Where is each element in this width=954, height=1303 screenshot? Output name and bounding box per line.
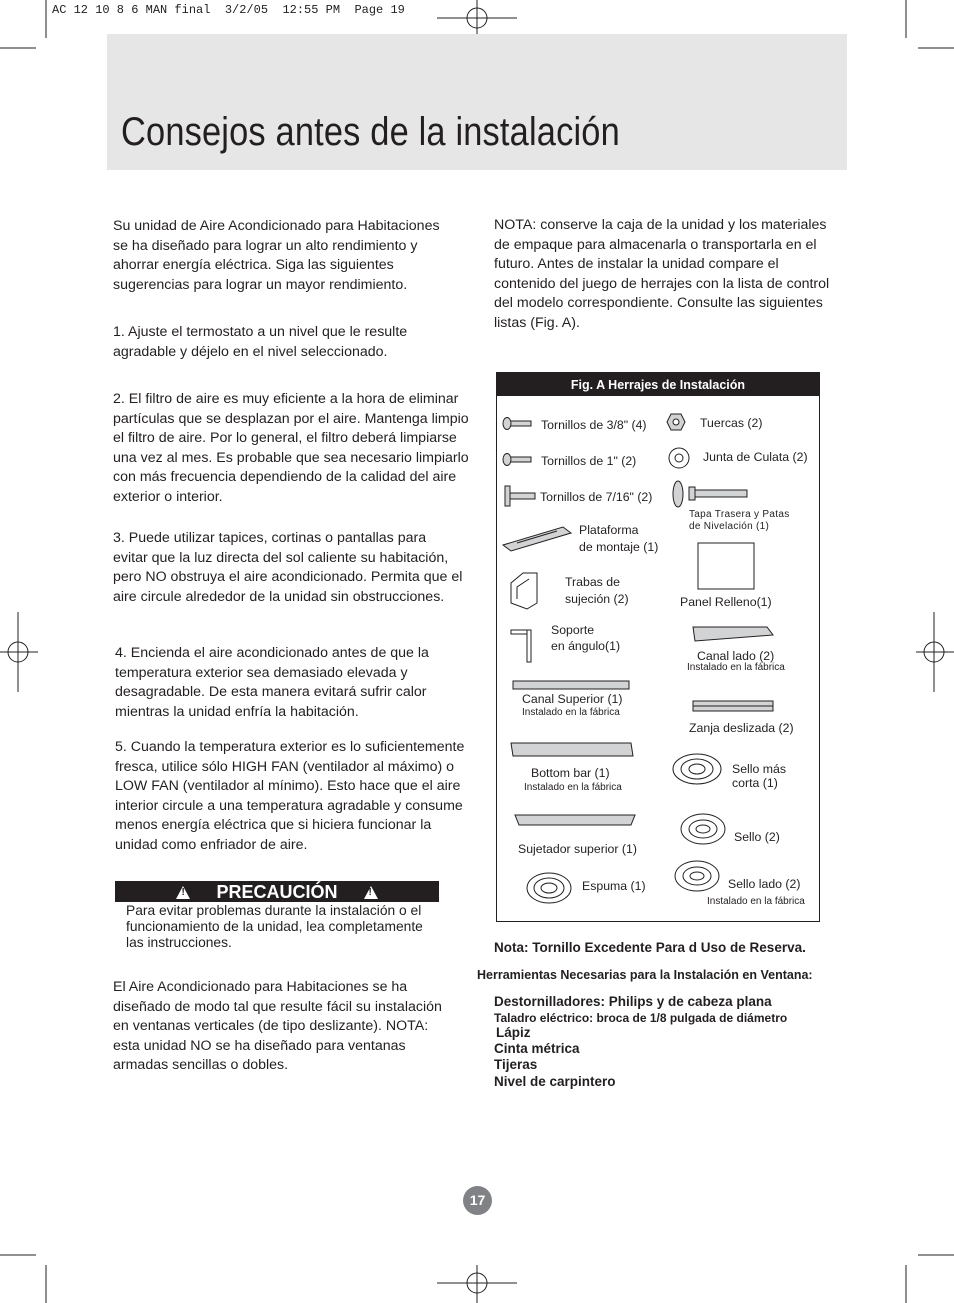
item-label: Bottom bar (1) — [531, 766, 610, 780]
item-label: Espuma (1) — [582, 879, 646, 893]
caution-text: Para evitar problemas durante la instalación o el funcionamiento de la unidad, lea completamente las instrucciones. — [126, 903, 423, 950]
tool-item: Cinta métrica — [494, 1041, 580, 1056]
figure-heading: Fig. A Herrajes de Instalación — [497, 373, 819, 396]
item-label: Canal Superior (1) — [522, 692, 623, 706]
item-sublabel: Instalado en la fábrica — [707, 896, 805, 907]
item-label: Plataforma de montaje (1) — [579, 523, 659, 554]
spare-screw-note: Nota: Tornillo Excedente Para d Uso de Reserva. — [494, 940, 806, 955]
item-label: Junta de Culata (2) — [703, 450, 808, 464]
slide-icon — [693, 701, 773, 711]
item-label: Soporte en ángulo(1) — [551, 623, 621, 653]
side-channel-icon — [693, 627, 773, 641]
item-label: Panel Relleno(1) — [680, 595, 772, 609]
platform-icon — [503, 527, 571, 551]
page-title: Consejos antes de la instalación — [121, 110, 620, 154]
item-label: Sello más corta (1) — [732, 762, 786, 790]
item-label: Tornillos de 3/8" (4) — [541, 418, 647, 432]
tip-5: 5. Cuando la temperatura exterior es lo suficientemente fresca, utilice sólo HIGH FAN (ventilador al máximo) o LOW FAN (ventilador al mínimo). Esto hace que el aire interior circule a una temperatura agradable y consume menos energía eléctrica que si hiciera funcionar la unidad como enfriador de aire. — [115, 739, 465, 853]
item-label: Sello (2) — [734, 830, 780, 844]
tip-2: 2. El filtro de aire es muy eficiente a la hora de eliminar partículas que se desplazan por el aire. Mantenga limpio el filtro de aire. Por lo general, el filtro deberá limpiarse una vez al mes. Es probable que sea necesario limpiarlo con más frecuencia dependiendo de la calidad del aire exterior o interior. — [113, 391, 469, 505]
tool-item: Nivel de carpintero — [494, 1074, 616, 1089]
tip-1: 1. Ajuste el termostato a un nivel que le resulte agradable y déjelo en el nivel seleccionado. — [113, 324, 408, 360]
caution-heading: PRECAUCIÓN — [216, 882, 338, 902]
tip-4: 4. Encienda el aire acondicionado antes de que la temperatura exterior sea demasiado elevada y desagradable. De esta manera evitará sufrir calor mientras la unidad enfría la habitación. — [115, 645, 429, 720]
screw-icon — [503, 418, 531, 430]
item-sublabel: Instalado en la fábrica — [522, 707, 620, 718]
screw-icon — [505, 486, 535, 506]
warning-icon — [364, 886, 378, 899]
channel-icon — [513, 681, 629, 689]
tool-item: Lápiz — [496, 1025, 531, 1040]
tool-item: Taladro eléctrico: broca de 1/8 pulgada de diámetro — [494, 1011, 788, 1025]
item-label: Canal lado (2) — [697, 649, 775, 663]
screw-icon — [503, 454, 531, 466]
print-slug: AC 12 10 8 6 MAN final 3/2/05 12:55 PM Page 19 — [52, 3, 405, 17]
foam-roll-icon — [527, 873, 571, 903]
page-number: 17 — [463, 1186, 492, 1215]
seal-roll-icon — [681, 814, 725, 844]
tools-heading: Herramientas Necesarias para la Instalación en Ventana: — [477, 968, 813, 982]
tip-3: 3. Puede utilizar tapices, cortinas o pantallas para evitar que la luz directa del sol caliente su habitación, pero NO obstruya el aire acondicionado. Permita que el aire circule alrededor de la unidad sin obstrucciones. — [113, 530, 463, 605]
caution-header — [115, 881, 439, 902]
item-sublabel: Instalado en la fábrica — [687, 662, 785, 673]
clip-icon — [511, 573, 537, 609]
item-sublabel: Instalado en la fábrica — [524, 782, 622, 793]
washer-icon — [669, 448, 689, 468]
angle-bracket-icon — [511, 630, 531, 662]
warning-icon — [176, 886, 190, 899]
item-label: Sello lado (2) — [728, 877, 801, 891]
nut-icon — [667, 414, 685, 430]
item-label: Tornillos de 7/16" (2) — [540, 490, 653, 504]
figure-a — [496, 372, 820, 922]
window-note: El Aire Acondicionado para Habitaciones se ha diseñado de modo tal que resulte fácil su instalación en ventanas verticales (de tipo deslizante). NOTA: esta unidad NO se ha diseñado para ventanas armadas sencillas o dobles. — [113, 979, 442, 1073]
panel-icon — [698, 543, 754, 589]
rail-icon — [515, 815, 635, 825]
bar-icon — [511, 743, 633, 756]
tool-item: Destornilladores: Philips y de cabeza plana — [494, 994, 772, 1009]
seal-roll-icon — [673, 754, 721, 784]
seal-roll-icon — [675, 861, 719, 891]
caution-box — [115, 881, 439, 951]
intro-paragraph: Su unidad de Aire Acondicionado para Habitaciones se ha diseñado para lograr un alto rendimiento y ahorrar energía eléctrica. Siga las siguientes sugerencias para lograr un mayor rendimiento. — [113, 218, 440, 293]
leveling-bolt-icon — [673, 481, 747, 507]
item-label: Tapa Trasera y Patas de Nivelación (1) — [689, 509, 790, 532]
tool-item: Tijeras — [494, 1057, 538, 1072]
item-label: Sujetador superior (1) — [518, 842, 637, 856]
item-label: Zanja deslizada (2) — [689, 721, 794, 735]
item-label: Trabas de sujeción (2) — [565, 575, 629, 606]
item-label: Tornillos de 1" (2) — [541, 454, 637, 468]
item-label: Tuercas (2) — [700, 416, 763, 430]
nota-paragraph: NOTA: conserve la caja de la unidad y los materiales de empaque para almacenarla o transportarla en el futuro. Antes de instalar la unidad compare el contenido del juego de herrajes con la lista de control del modelo correspondiente. Consulte las siguientes listas (Fig. A). — [494, 217, 830, 331]
